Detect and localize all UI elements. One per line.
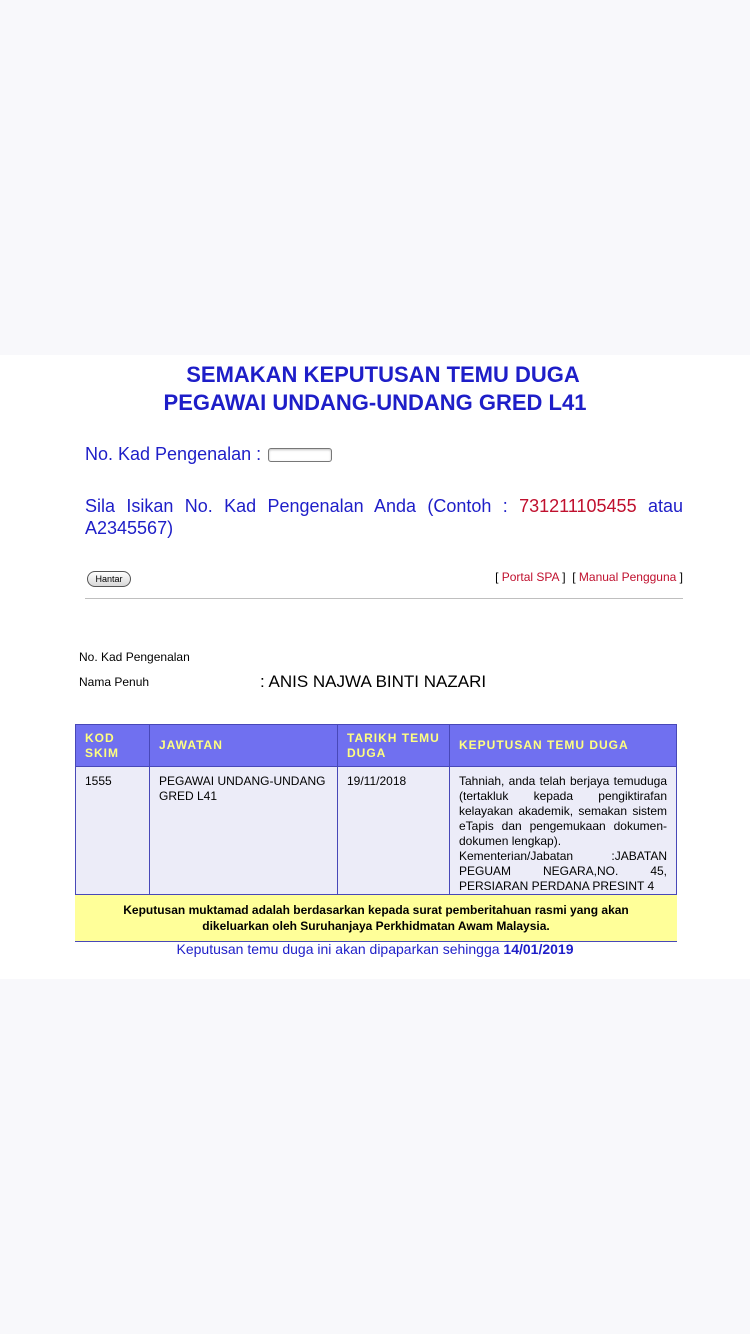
hint-example: 731211105455 <box>519 496 637 516</box>
result-card <box>0 355 750 979</box>
table-header-row <box>76 725 677 767</box>
note-row <box>76 895 677 942</box>
portal-spa-link[interactable]: Portal SPA <box>501 570 559 584</box>
header-keputusan: KEPUTUSAN TEMU DUGA <box>450 725 677 767</box>
hint-suffix: atau A2345567) <box>85 496 683 538</box>
ic-hint <box>85 495 683 539</box>
cell-keputusan <box>450 767 677 895</box>
ic-field-row <box>85 444 332 465</box>
header-kod-skim: KOD SKIM <box>76 725 150 767</box>
result-name-value: : ANIS NAJWA BINTI NAZARI <box>260 672 487 691</box>
page-title: SEMAKAN KEPUTUSAN TEMU DUGA <box>186 362 580 387</box>
ic-field-label: No. Kad Pengenalan : <box>85 444 262 464</box>
display-until-note <box>0 941 750 957</box>
hint-prefix: Sila Isikan No. Kad Pengenalan Anda (Contoh : <box>85 496 520 516</box>
manual-link[interactable]: Manual Pengguna <box>578 570 677 584</box>
result-table <box>75 724 677 942</box>
footer-date: 14/01/2019 <box>503 941 574 957</box>
cell-jawatan: PEGAWAI UNDANG-UNDANG GRED L41 <box>150 767 338 895</box>
result-name-label: Nama Penuh <box>79 675 150 689</box>
cell-kod: 1555 <box>76 767 150 895</box>
header-tarikh: TARIKH TEMU DUGA <box>338 725 450 767</box>
official-note: Keputusan muktamad adalah berdasarkan kepada surat pemberitahuan rasmi yang akan dikeluarkan oleh Suruhanjaya Perkhidmatan Awam Malaysia. <box>76 895 677 942</box>
result-ic-label: No. Kad Pengenalan <box>79 650 190 664</box>
page-subtitle: PEGAWAI UNDANG-UNDANG GRED L41 <box>163 390 587 415</box>
header-jawatan: JAWATAN <box>150 725 338 767</box>
submit-button[interactable]: Hantar <box>87 571 131 587</box>
top-links: [ Portal SPA ] [ Manual Pengguna ] <box>495 570 683 584</box>
cell-tarikh: 19/11/2018 <box>338 767 450 895</box>
keputusan-text: Tahniah, anda telah berjaya temuduga (tertakluk kepada pengiktirafan kelayakan akademik, semakan sistem eTapis dan pengemukaan dokumen-dokumen lengkap). <box>459 774 667 848</box>
divider <box>85 598 683 599</box>
footer-text: Keputusan temu duga ini akan dipaparkan sehingga <box>176 941 504 957</box>
kementerian-text: Kementerian/Jabatan :JABATAN PEGUAM NEGARA,NO. 45, PERSIARAN PERDANA PRESINT 4 <box>459 849 667 893</box>
ic-input[interactable] <box>268 448 332 462</box>
table-row <box>76 767 677 895</box>
